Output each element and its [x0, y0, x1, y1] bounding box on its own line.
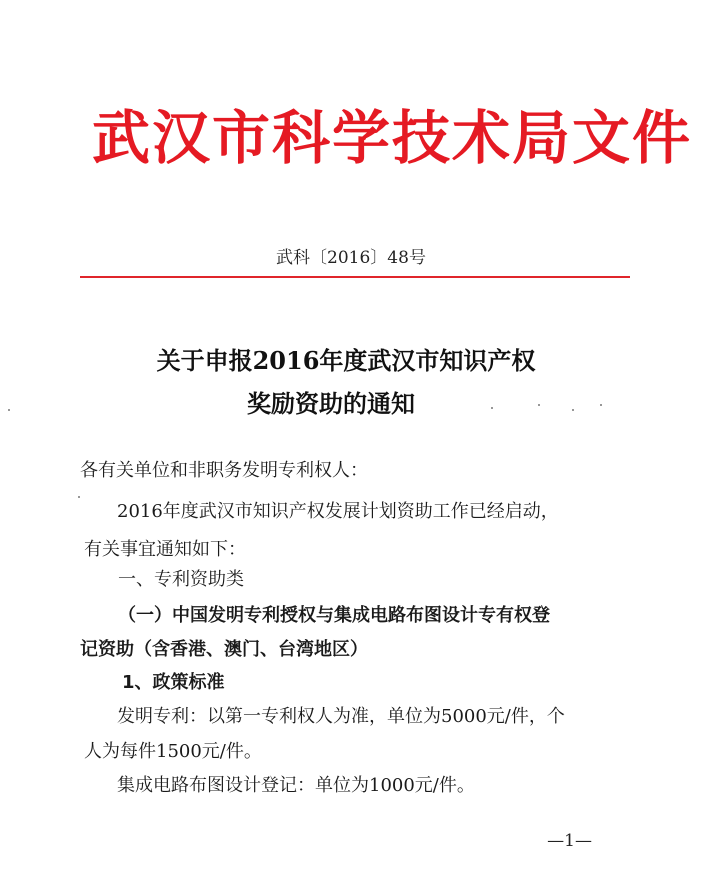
scan-speck — [8, 409, 10, 411]
scan-speck — [538, 404, 540, 406]
scan-speck — [572, 409, 574, 411]
invention-patent-line-2: 人为每件1500元/件。 — [84, 741, 262, 762]
intro-paragraph-line-1: 2016年度武汉市知识产权发展计划资助工作已经启动， — [117, 501, 559, 522]
circuit-layout-registration: 集成电路布图设计登记：单位为1000元/件。 — [117, 775, 475, 796]
scan-speck — [600, 404, 602, 406]
document-number: 武科〔2016〕48号 — [276, 248, 426, 268]
notice-title-line-1: 关于申报2016年度武汉市知识产权 — [156, 346, 536, 375]
subsection-heading-line-2: 记资助（含香港、澳门、台湾地区） — [80, 639, 368, 660]
section-heading-patent-funding: 一、专利资助类 — [118, 569, 244, 590]
scan-speck — [78, 496, 80, 498]
salutation: 各有关单位和非职务发明专利权人： — [80, 460, 368, 481]
intro-paragraph-line-2: 有关事宜通知如下： — [84, 539, 246, 560]
red-divider-line — [80, 276, 630, 278]
policy-standard-heading: 1、政策标准 — [122, 672, 225, 693]
page-number: —1— — [547, 831, 592, 851]
document-header-title: 武汉市科学技术局文件 — [92, 104, 693, 172]
invention-patent-line-1: 发明专利：以第一专利权人为准，单位为5000元/件，个 — [117, 706, 565, 727]
scan-speck — [491, 407, 493, 409]
subsection-heading-line-1: （一）中国发明专利授权与集成电路布图设计专有权登 — [118, 605, 550, 626]
notice-title-line-2: 奖励资助的通知 — [247, 389, 415, 418]
